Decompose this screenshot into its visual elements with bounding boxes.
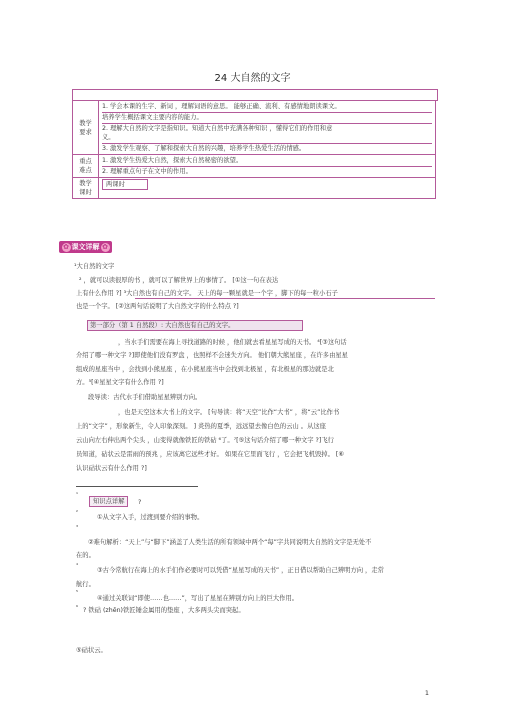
footnote-rule — [76, 486, 198, 487]
footnote-text: ④通过关联词“即使……也……”，写出了星星在辨别方向上的巨大作用。 — [97, 595, 299, 602]
paragraph-guide: 段导读：古代水手们借助星星辨别方向。 — [88, 394, 202, 401]
body-line: 员知道，砧状云是雷雨的预兆 ，应该离它远些才好。 如果在它里面飞行 ，它会把飞机毁掉。 [⑥ — [76, 451, 344, 458]
body-line: 方。⁵[④星星文字有什么作用 ?] — [76, 379, 164, 386]
footnote-text: ? 铁砧 (zhēn)铁匠锤金属用的垫座 ，大多两头尖而突起。 — [83, 607, 245, 614]
key-line: 2. 理解重点句子在文中的作用。 — [102, 168, 192, 175]
page-title: 24 大自然的文字 — [214, 73, 291, 84]
req-line: 2. 理解大自然的文字是指知识。知道大自然中充满各种知识 ，懂得它们的作用和意 — [102, 125, 333, 132]
teaching-objectives-table — [72, 100, 436, 199]
footnote-mark: ² — [76, 510, 79, 516]
footnote-mark: ⁵ — [76, 590, 79, 596]
footnote-mark: ⁶ — [76, 605, 79, 611]
footnote-text: ①从文字入手，过渡到要介绍的事物。 — [97, 514, 204, 521]
requirements-cell — [99, 101, 436, 155]
page-number: 1 — [424, 689, 429, 697]
body-line: ，也是天空这本大书上的文字。 [句导读：将“天空”比作“大书” ，将“云”比作书 — [118, 409, 340, 416]
body-line: ，当水手们需要在海上寻找道路的时候 ，他们就去看星星写成的天书。 ⁴[③这句话 — [118, 339, 347, 346]
body-line: 上有什么作用 ?] ³大自然也有自己的文字。 天上的每一颗星就是一个字 ，脚下的每一粒小石子 — [76, 290, 338, 297]
footnote-mark: ⁴ — [76, 563, 79, 569]
req-line: 培养学生概括课文主要内容的能力。 — [102, 113, 432, 124]
req-line: 3. 激发学生观察、了解和探索大自然的兴趣，培养学生热爱生活的情感。 — [102, 145, 306, 152]
footnote-q: ? — [138, 499, 142, 506]
body-line: 云山向左右伸出两个尖头 ，山变得就像铁匠的铁砧 ⁶了。⁷[⑤这句话介绍了哪一种文字 ?]飞行 — [76, 437, 334, 444]
body-line: ² ，就可以读很厚的书 ，就可以了解世界上的事情了。 [①这一句在表达 — [79, 277, 279, 284]
underline — [135, 298, 435, 299]
key-points-cell — [99, 155, 436, 178]
body-line: 认识砧状云有什么作用 ?] — [76, 465, 147, 472]
req-line: 1. 学会本课的生字、新词 ，理解词语的意思。 能够正确、流利、有感情地朗读课文。 — [102, 102, 432, 113]
footnote-text: ②难句解析：“天上”与“脚下”涵盖了人类生活的所有领域中两个“每”字共同说明大自然的文字是无处不 — [88, 539, 372, 546]
heading-line: ¹大自然的文字 — [74, 263, 115, 270]
body-line: 上的“文字” ，形象新生，令人印象深刻。 ] 炎热的夏季，远远望去像白色的云山 。从这座 — [76, 423, 326, 430]
body-line: 介绍了哪一种文字 ?]即使他们没有罗盘 ，也照样不会迷失方向。 他们朝大熊星座 ，在许多由星星 — [76, 352, 348, 359]
hours-value: 两课时 — [102, 179, 148, 190]
label-key-points: 重点 难点 — [73, 155, 99, 178]
key-line: 1. 激发学生热爱大自然，探索大自然秘密的欲望。 — [102, 156, 432, 167]
footnote-text: ③古今常航行在海上的水手们作必要时可以凭借“星星写成的天书” ，正日借以帮助自己辨明方向 ，走常 — [97, 567, 384, 574]
footnote-text: 航行。 — [76, 581, 95, 588]
star-icon: ✿ — [63, 242, 69, 251]
req-line: 义。 — [102, 133, 432, 144]
body-line: 也是一个字。 [②这两句话说明了大自然文字的什么特点 ?] — [76, 303, 239, 310]
knowledge-box: 知识点详解 — [89, 496, 128, 507]
footnote-mark: ³ — [76, 525, 79, 531]
label-requirements: 教学 要求 — [73, 101, 99, 155]
footnote-mark: ¹ — [76, 492, 79, 498]
footnote-text: ⑤砧状云。 — [76, 647, 107, 654]
part-summary: 第一部分（第 1 自然段）: 大自然也有自己的文字。 — [87, 320, 303, 331]
label-hours: 教学 课时 — [73, 178, 99, 199]
section-banner: ✿ 课文详解 ✿ — [59, 241, 112, 253]
hours-cell — [99, 178, 436, 199]
body-line: 组成的星座当中 ，会找到小熊星座 ，在小熊星座当中会找到北极星 ，有北极星的那边就是北 — [76, 366, 334, 373]
footnote-text: 在的。 — [76, 552, 95, 559]
star-icon: ✿ — [102, 242, 108, 251]
